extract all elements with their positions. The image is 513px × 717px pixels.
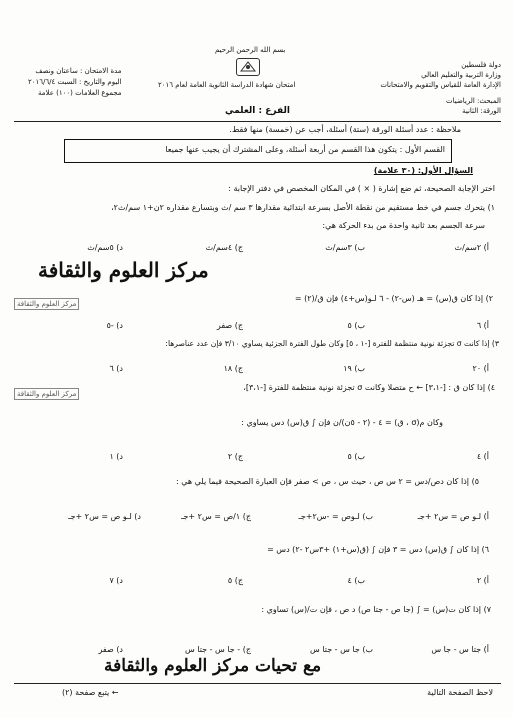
branch-label: الفرع : العلمي [225, 106, 290, 116]
option: ج) - جا س - جتا س [184, 645, 251, 654]
question-6: ٦) إذا كان ∫ ق(س) دس = ٣ فإن ∫ (ق(س+١) +٣س٢ -٢) دس = [267, 545, 489, 554]
option: د) ٦ [109, 364, 123, 373]
option: د) صفر [98, 645, 123, 654]
exam-date: اليوم والتاريخ : السبت ٢٠١٦/٦/٤ [28, 78, 122, 86]
footer-note: لاحظ الصفحة التالية [427, 688, 493, 697]
header-divider [14, 121, 501, 122]
option: أ) لـو ص = س٢ +جـ [417, 512, 489, 521]
stamp-left-2: مركز العلوم والثقافة [14, 388, 79, 400]
option: د) -٥ [106, 321, 123, 330]
header-directorate: الإدارة العامة للقياس والتقويم والامتحانات [380, 81, 501, 89]
footer-divider [14, 683, 501, 684]
option: د) ١ [109, 452, 123, 461]
question-1-cont: سرعة الجسم بعد ثانية واحدة من بدء الحركة هي: [322, 221, 485, 230]
option: أ) جتا س - جا س [431, 645, 489, 654]
header-left [28, 66, 122, 99]
section-text: القسم الأول : يتكون هذا القسم من أربعة أسئلة، وعلى المشترك أن يجيب عنها جميعا [165, 145, 445, 154]
option: د) لـو ص = س٢ +جـ [68, 512, 141, 521]
question-5: ٥) إذا كان دص/دس = ٢ س ص ، حيث س ، ص > صفر فإن العبارة الصحيحة فيما يلي هي : [175, 477, 479, 486]
paper-label: الورقة: الثانية [462, 107, 501, 115]
header-country: دولة فلسطين [461, 61, 501, 69]
watermark-bottom: مع تحيات مركز العلوم والثقافة [104, 656, 322, 676]
note: ملاحظة : عدد أسئلة الورقة (ستة) أسئلة، أجب عن (خمسة) منها فقط. [229, 125, 461, 134]
question-2: ٢) إذا كان ق(س) = هـ (س-٢) - ٦ لـو(س+٤) فإن ق/(٢) = [294, 294, 493, 303]
option: ج) ٤سم/ث [205, 243, 243, 252]
question-3: ٣) إذا كانت σ تجزئة نونية منتظمة للفترة [-١ ، ٥] وكان طول الفترة الجزئية يساوي ٣/١٠ فإن عدد عناصرها: [165, 339, 499, 348]
section-box [64, 139, 452, 163]
option: ب) ٥ [347, 452, 365, 461]
q1-title: السؤال الأول: (٣٠ علامة) [373, 166, 473, 175]
option: ب) لـوص = -س٢+جـ [298, 512, 373, 521]
question-4-cont: وكان م(σ ، ق) = ٤ - (٢ - ٥ن)/ن فإن ∫ ق(س) دس يساوي : [241, 418, 443, 427]
option: ج) صفر [216, 321, 243, 330]
option: أ) ٦ [476, 321, 489, 330]
option: ج) ١٨ [223, 364, 243, 373]
option: ج) ٥ [227, 576, 243, 585]
exam-title: امتحان شهادة الدراسة الثانوية العامة لعام ٢٠١٦ [158, 81, 296, 89]
option: د) ٥سم/ث [87, 243, 123, 252]
total-marks: مجموع العلامات (١٠٠) علامة [38, 89, 122, 97]
option: د) ٧ [109, 576, 123, 585]
instruction: اختر الإجابة الصحيحة، ثم ضع إشارة ( × ) في المكان المخصص في دفتر الإجابة : [228, 184, 495, 193]
stamp-left-1: مركز العلوم والثقافة [14, 298, 79, 310]
option: ب) ١٩ [343, 364, 365, 373]
option: أ) ٢٠ [472, 364, 489, 373]
option: ب) جا س - جتا س [310, 645, 373, 654]
footer-next: ← يتبع صفحة (٢) [62, 688, 119, 697]
option: ج) ٢ [227, 452, 243, 461]
option: ب) ٤ [347, 576, 365, 585]
question-1: ١) يتحرك جسم في خط مستقيم من نقطة الأصل بسرعة ابتدائية مقدارها ٣ سم /ث وبتسارع مقداره ٢ن+١ سم/ث٢، [111, 203, 495, 212]
emblem-icon [236, 58, 260, 76]
option: ج) ١/ص = س٢ +جـ [181, 512, 251, 521]
option: أ) ٢سم/ث [454, 243, 489, 252]
option: أ) ٤ [476, 452, 489, 461]
option: ب) ٣سم/ث [325, 243, 365, 252]
question-4: ٤) إذا كان ق : [-٣،١] ← ح متصلا وكانت σ تجزئة نونية منتظمة للفترة [-٣،١]، [243, 383, 495, 392]
basmala: بسم الله الرحمن الرحيم [215, 46, 286, 54]
subject-label: المبحث: الرياضيات [445, 97, 501, 105]
option: ب) ٥ [347, 321, 365, 330]
question-7: ٧) إذا كان ت(س) = ∫ (جا ص - جتا ص) د ص ، فإن ت/(س) تساوي : [261, 605, 491, 614]
header-ministry: وزارة التربية والتعليم العالي [421, 71, 501, 79]
option: أ) ٢ [476, 576, 489, 585]
header-right [380, 60, 501, 90]
watermark-top: مركز العلوم والثقافة [38, 258, 209, 282]
exam-duration: مدة الامتحان : ساعتان ونصف [35, 67, 122, 75]
